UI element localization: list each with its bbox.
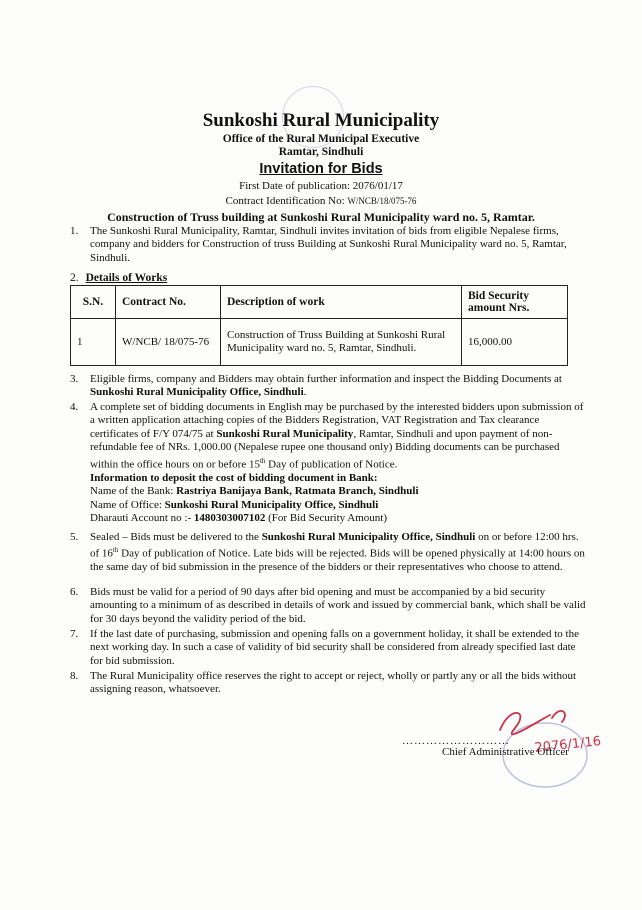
- cell-description: Construction of Truss Building at Sunkoshi Rural Municipality ward no. 5, Ramtar, Sindhuli.: [221, 319, 462, 366]
- office-name: Office of the Rural Municipal Executive: [222, 133, 420, 145]
- bank-label: Name of the Bank:: [90, 485, 177, 498]
- paragraph-text-a: A complete set of bidding documents in English may be purchased by the interested bidders upon submission of a written application attaching copies of the Bidders Registration, VAT Registration and Tax clearance certificates of F/Y 074/75 at: [90, 401, 584, 440]
- paragraph-text-c: Day of publication of Notice.: [265, 458, 398, 471]
- paragraph-number: 5.: [70, 531, 79, 543]
- contract-identification: [0, 195, 642, 207]
- paragraph-number: 8.: [70, 670, 79, 682]
- superscript-th: th: [112, 546, 119, 555]
- cell-contract-no: W/NCB/ 18/075-76: [116, 319, 221, 366]
- paragraph-7: [70, 628, 588, 668]
- col-header-description: Description of work: [221, 286, 462, 319]
- section-number: 2.: [70, 272, 79, 284]
- paragraph-text-a: Sealed – Bids must be delivered to the: [90, 531, 262, 543]
- office-address: Ramtar, Sindhuli: [278, 146, 364, 158]
- paragraph-5: [70, 531, 588, 575]
- col-header-amount: Bid Security amount Nrs.: [462, 286, 568, 319]
- works-table: [70, 285, 568, 366]
- paragraph-text-b: on or before 12:00 hrs. of 16: [90, 531, 579, 561]
- office-value: Sunkoshi Rural Municipality Office, Sindhuli: [164, 498, 379, 511]
- paragraph-text: Bids must be valid for a period of 90 days after bid opening and must be accompanied by a bid security amounting to a minimum of as described in details of work and issued by commercial bank, which shall be valid for 30 days beyond the validity period of the bid.: [90, 586, 586, 625]
- col-header-sn: S.N.: [71, 286, 116, 319]
- account-note: (For Bid Security Amount): [265, 511, 387, 524]
- signature-line: ………………………: [402, 735, 510, 747]
- col-header-contract: Contract No.: [116, 286, 221, 319]
- cell-sn: 1: [71, 319, 116, 366]
- contract-id-label: Contract Identification No:: [225, 195, 345, 207]
- cell-amount: 16,000.00: [462, 319, 568, 366]
- paragraph-number: 4.: [70, 401, 79, 413]
- office-bold: Sunkoshi Rural Municipality Office, Sindhuli: [90, 386, 304, 399]
- section-details-of-works: [70, 272, 167, 284]
- paragraph-text-b: , Ramtar, Sindhuli and upon payment of non-refundable fee of NRs. 1,000.00 (Nepalese rupee one thousand only) Bidding documents can be purchased within the office hours on or before 15: [90, 427, 560, 471]
- paragraph-3: [70, 373, 588, 400]
- office-label: Name of Office:: [90, 498, 165, 511]
- paragraph-number: 6.: [70, 586, 79, 598]
- paragraph-text: Eligible firms, company and Bidders may obtain further information and inspect the Bidding Documents at: [90, 373, 562, 385]
- paragraph-text: The Sunkoshi Rural Municipality, Ramtar, Sindhuli invites invitation of bids from eligible Nepalese firms, company and bidders for Construction of truss Building at Sunkoshi Rural Municipality ward no. 5, Ramtar, Sindhuli.: [90, 225, 567, 264]
- section-title: Details of Works: [85, 272, 168, 284]
- deposit-heading: Information to deposit the cost of bidding document in Bank:: [90, 471, 378, 484]
- paragraph-number: 1.: [70, 225, 79, 237]
- project-title: Construction of Truss building at Sunkoshi Rural Municipality ward no. 5, Ramtar.: [107, 210, 535, 224]
- paragraph-6: [70, 586, 588, 626]
- paragraph-text-c: Day of publication of Notice. Late bids will be rejected. Bids will be opened physically at 14:00 hours on the same day of bid submission in the presence of the bidders or their representatives who choose to attend.: [90, 548, 585, 574]
- table-header-row: [71, 286, 568, 319]
- account-label: Dharauti Account no :-: [90, 511, 194, 524]
- signatory-title: Chief Administrative Officer: [442, 746, 569, 758]
- paragraph-number: 3.: [70, 373, 79, 385]
- municipality-title: Sunkoshi Rural Municipality: [202, 110, 440, 131]
- paragraph-1: [70, 225, 588, 265]
- table-row: [71, 319, 568, 366]
- handwritten-date: 2076/1/16: [533, 734, 602, 756]
- invitation-heading: Invitation for Bids: [259, 161, 383, 177]
- municipality-bold: Sunkoshi Rural Municipality: [216, 427, 354, 440]
- paragraph-text: The Rural Municipality office reserves the right to accept or reject, wholly or partly any or all the bids without assigning reason, whatsoever.: [90, 670, 577, 696]
- contract-id-value: W/NCB/18/075-76: [347, 196, 417, 206]
- publication-date: First Date of publication: 2076/01/17: [239, 180, 403, 192]
- paragraph-end: .: [303, 386, 307, 399]
- superscript-th: th: [259, 456, 266, 465]
- paragraph-8: [70, 670, 588, 697]
- office-bold: Sunkoshi Rural Municipality Office, Sindhuli: [261, 531, 476, 543]
- paragraph-4: [70, 401, 588, 525]
- paragraph-number: 7.: [70, 628, 79, 640]
- paragraph-text: If the last date of purchasing, submission and opening falls on a government holiday, it shall be extended to the next working day. In such a case of validity of bid security shall be considered from already specified last date for bid submission.: [90, 628, 579, 667]
- bank-value: Rastriya Banijaya Bank, Ratmata Branch, Sindhuli: [176, 485, 419, 498]
- account-value: 1480303007102: [193, 511, 266, 524]
